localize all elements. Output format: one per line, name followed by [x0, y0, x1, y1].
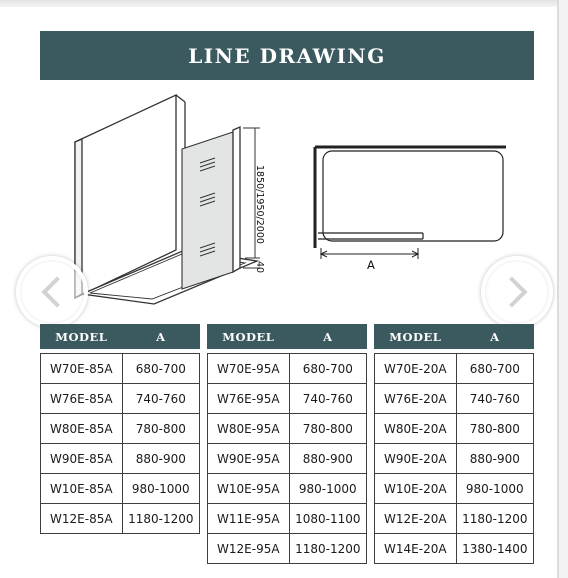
width-range-cell: 780-800: [122, 414, 199, 444]
model-cell: W76E-95A: [208, 384, 290, 414]
model-cell: W70E-85A: [41, 354, 123, 384]
width-range-cell: 740-760: [456, 384, 533, 414]
table-row: [375, 504, 534, 534]
carousel-prev-button[interactable]: [16, 256, 88, 328]
table-row: [41, 444, 200, 474]
model-cell: W80E-95A: [208, 414, 290, 444]
width-range-cell: 1380-1400: [456, 534, 533, 564]
model-cell: W12E-95A: [208, 534, 290, 564]
table-row: [41, 474, 200, 504]
table-row: [208, 444, 367, 474]
table-row: [208, 414, 367, 444]
table-row: [41, 414, 200, 444]
model-cell: W70E-20A: [375, 354, 457, 384]
line-drawing: [40, 88, 534, 310]
width-range-cell: 680-700: [289, 354, 366, 384]
width-range-cell: 880-900: [122, 444, 199, 474]
model-table-20a: [374, 324, 534, 564]
model-cell: W11E-95A: [208, 504, 290, 534]
table-row: [208, 534, 367, 564]
column-header-a: A: [289, 325, 366, 349]
column-header-a: A: [456, 325, 533, 349]
model-cell: W76E-85A: [41, 384, 123, 414]
table-row: [375, 534, 534, 564]
model-cell: W90E-95A: [208, 444, 290, 474]
model-cell: W12E-85A: [41, 504, 123, 534]
window-top-edge: [0, 0, 568, 7]
table-row: [375, 384, 534, 414]
width-range-cell: 680-700: [122, 354, 199, 384]
column-header-model: MODEL: [375, 325, 457, 349]
model-cell: W10E-20A: [375, 474, 457, 504]
width-range-cell: 880-900: [456, 444, 533, 474]
table-row: [375, 414, 534, 444]
chevron-left-icon: [41, 276, 72, 307]
column-header-model: MODEL: [208, 325, 290, 349]
width-range-cell: 740-760: [289, 384, 366, 414]
table-row: [41, 504, 200, 534]
page-title: LINE DRAWING: [188, 43, 386, 68]
profile-dimension-label: 40: [254, 261, 265, 274]
table-row: [41, 354, 200, 384]
table-row: [208, 384, 367, 414]
width-range-cell: 780-800: [456, 414, 533, 444]
model-cell: W80E-85A: [41, 414, 123, 444]
width-range-cell: 1180-1200: [122, 504, 199, 534]
table-row: [208, 474, 367, 504]
model-cell: W10E-85A: [41, 474, 123, 504]
model-cell: W90E-85A: [41, 444, 123, 474]
height-dimension-label: 1850/1950/2000: [254, 165, 265, 244]
model-table-95a: [207, 324, 367, 564]
width-range-cell: 980-1000: [289, 474, 366, 504]
width-dimension-label: A: [367, 258, 375, 272]
table-row: [375, 354, 534, 384]
table-row: [375, 474, 534, 504]
width-range-cell: 780-800: [289, 414, 366, 444]
width-range-cell: 1180-1200: [456, 504, 533, 534]
line-drawing-svg: [40, 88, 534, 310]
model-cell: W14E-20A: [375, 534, 457, 564]
model-cell: W12E-20A: [375, 504, 457, 534]
model-cell: W70E-95A: [208, 354, 290, 384]
width-range-cell: 740-760: [122, 384, 199, 414]
shower-3d-view: [75, 95, 260, 304]
model-table-85a: [40, 324, 200, 534]
width-range-cell: 980-1000: [456, 474, 533, 504]
width-range-cell: 880-900: [289, 444, 366, 474]
shower-plan-view: [315, 147, 506, 259]
width-range-cell: 1080-1100: [289, 504, 366, 534]
window-right-edge: [557, 0, 568, 578]
width-range-cell: 980-1000: [122, 474, 199, 504]
section-banner: [40, 31, 534, 80]
carousel-next-button[interactable]: [481, 256, 553, 328]
table-row: [208, 354, 367, 384]
column-header-a: A: [122, 325, 199, 349]
model-cell: W90E-20A: [375, 444, 457, 474]
chevron-right-icon: [496, 276, 527, 307]
width-range-cell: 680-700: [456, 354, 533, 384]
width-range-cell: 1180-1200: [289, 534, 366, 564]
table-row: [41, 384, 200, 414]
model-cell: W76E-20A: [375, 384, 457, 414]
model-cell: W80E-20A: [375, 414, 457, 444]
column-header-model: MODEL: [41, 325, 123, 349]
model-cell: W10E-95A: [208, 474, 290, 504]
table-row: [375, 444, 534, 474]
table-row: [208, 504, 367, 534]
